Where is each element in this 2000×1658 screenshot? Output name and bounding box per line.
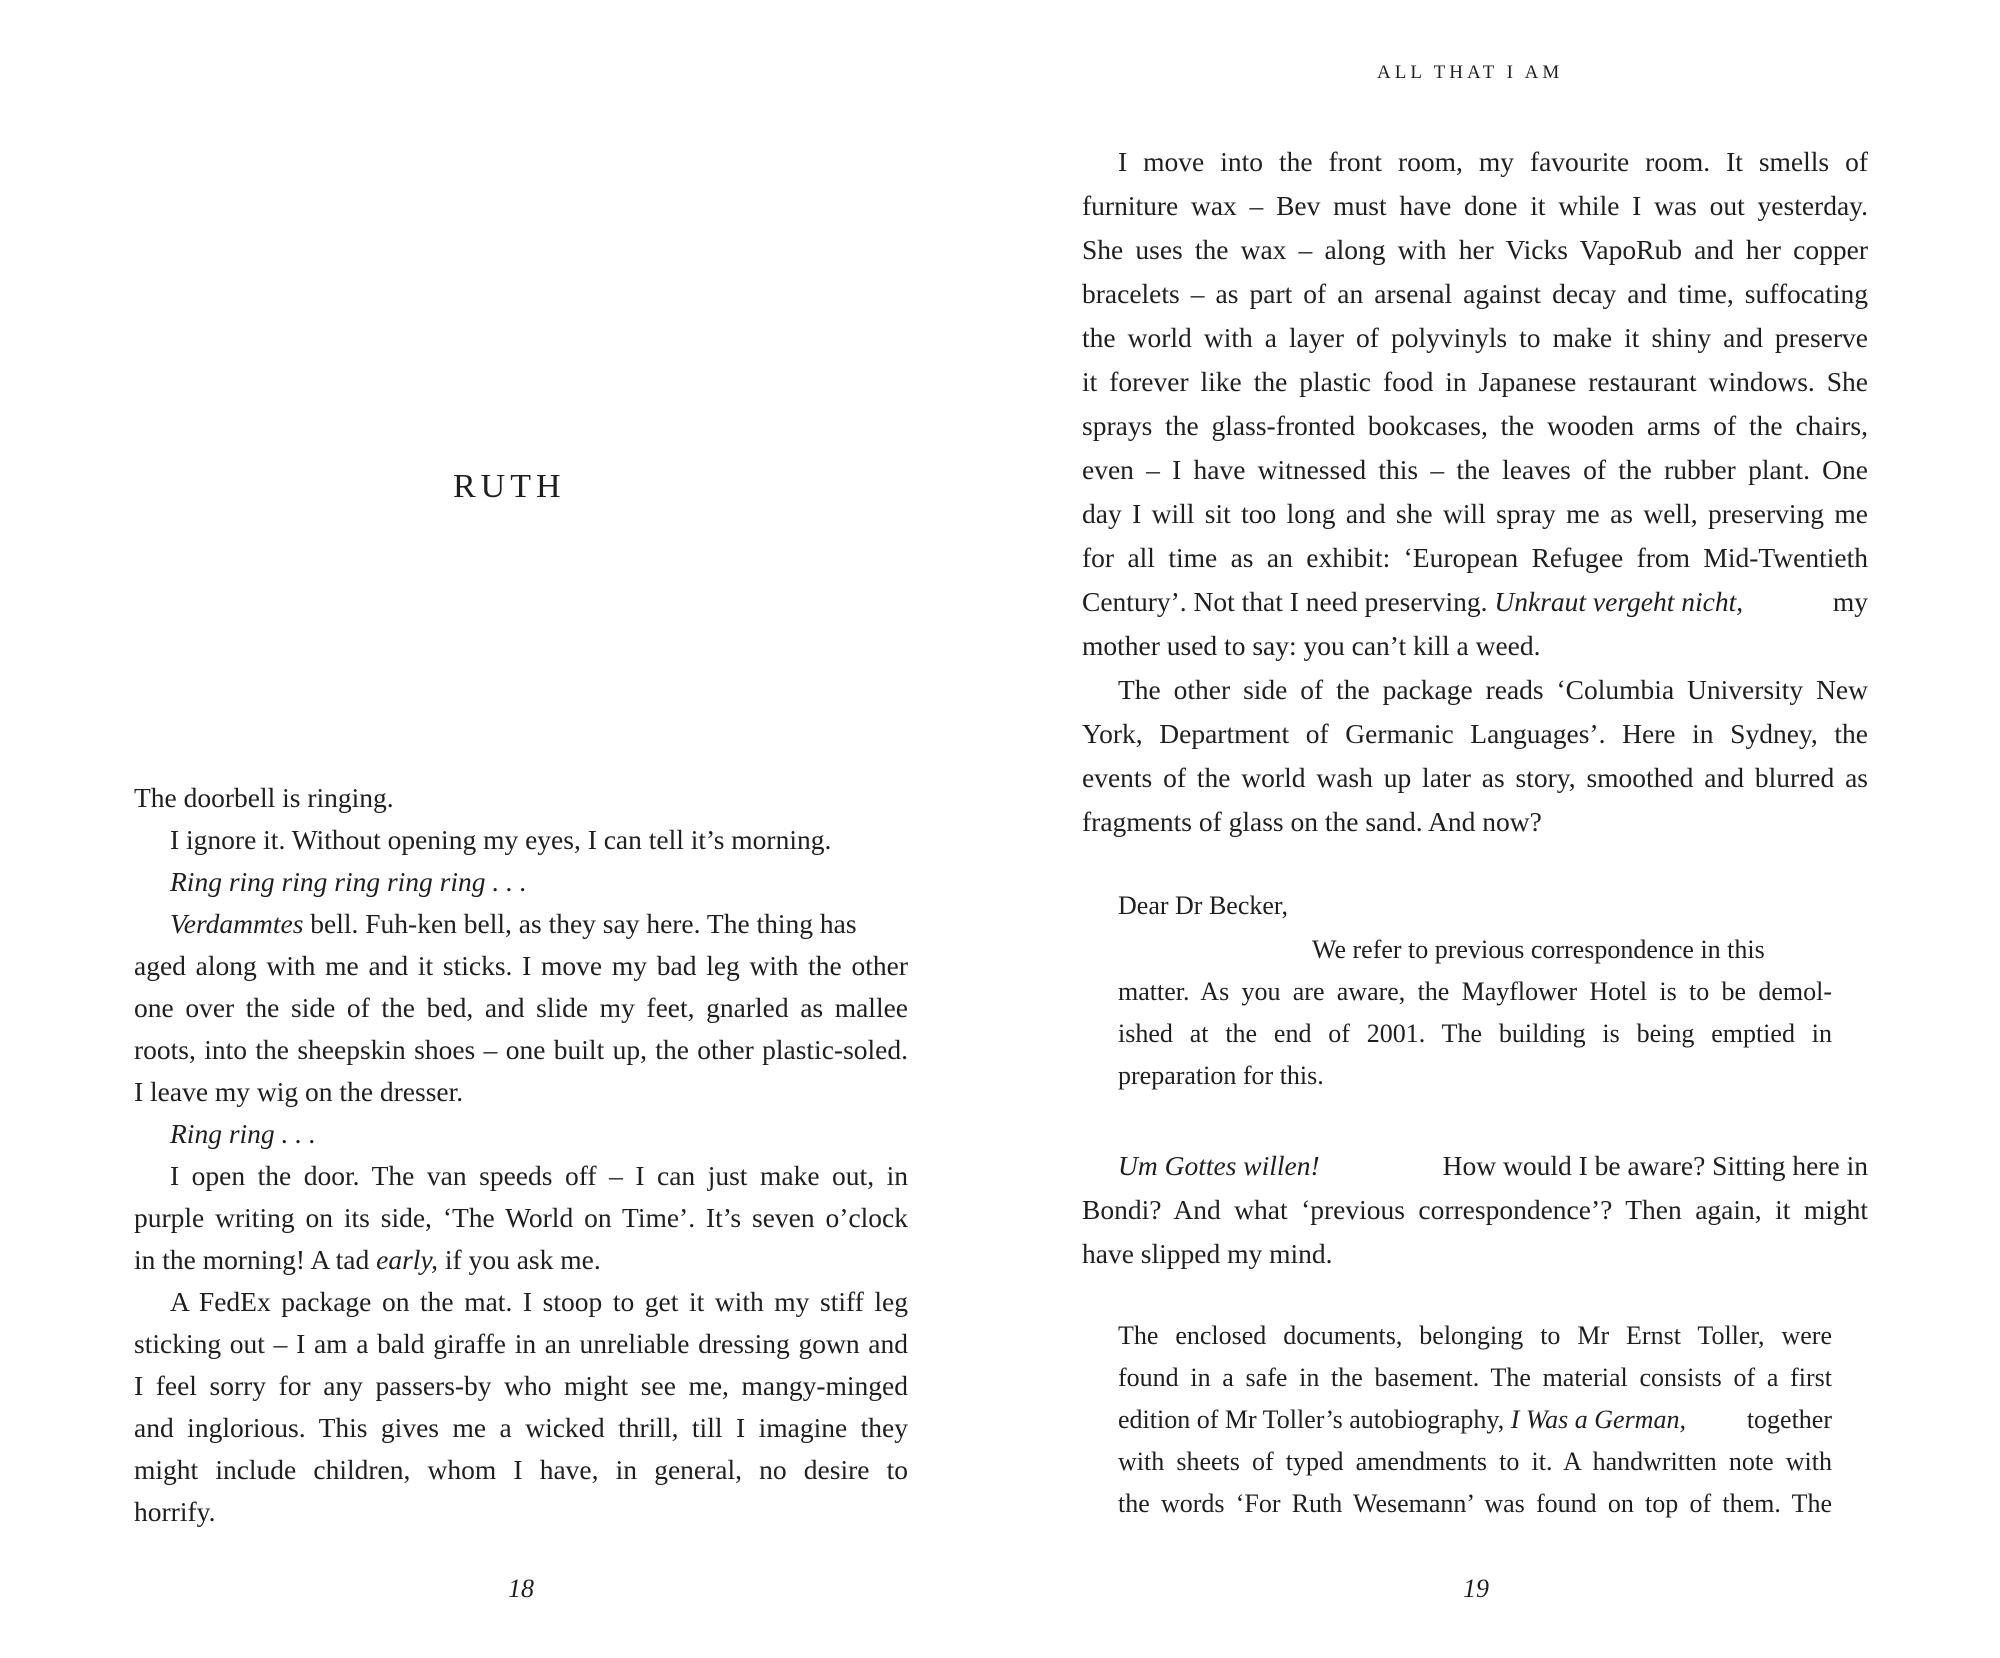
text-line: for all time as an exhibit: ‘European Refugee from Mid-Twentieth xyxy=(1082,542,1868,573)
italic-text: Verdammtes xyxy=(170,908,304,939)
text-line: mother used to say: you can’t kill a weed. xyxy=(1082,630,1541,661)
text-line: aged along with me and it sticks. I move my bad leg with the other xyxy=(134,950,908,981)
text-span: bell. Fuh-ken bell, as they say here. The thing has xyxy=(303,908,857,939)
text-line: fragments of glass on the sand. And now? xyxy=(1082,806,1542,837)
letter-line: Dear Dr Becker, xyxy=(1118,891,1289,920)
text-line: even – I have witnessed this – the leaves of the rubber plant. One xyxy=(1082,454,1868,485)
text-line: sticking out – I am a bald giraffe in an unreliable dressing gown and xyxy=(134,1328,908,1359)
chapter-title: RUTH xyxy=(453,468,566,505)
text-line xyxy=(1082,582,1868,622)
running-head: ALL THAT I AM xyxy=(1377,62,1564,83)
text-line: I leave my wig on the dresser. xyxy=(134,1076,464,1107)
text-line: I feel sorry for any passers-by who might see me, mangy-minged xyxy=(134,1370,908,1401)
text-line xyxy=(170,904,857,944)
page-number: 19 xyxy=(1463,1574,1489,1603)
text-line: roots, into the sheepskin shoes – one built up, the other plastic-soled. xyxy=(134,1034,908,1065)
text-line: I ignore it. Without opening my eyes, I can tell it’s morning. xyxy=(170,824,832,855)
right-page xyxy=(1000,0,2000,1658)
letter-line: ished at the end of 2001. The building is being emptied in xyxy=(1118,1019,1832,1048)
text-line: and inglorious. This gives me a wicked thrill, till I imagine they xyxy=(134,1412,908,1443)
text-line xyxy=(170,862,527,902)
text-line: York, Department of Germanic Languages’. Here in Sydney, the xyxy=(1082,718,1868,749)
text-line: sprays the glass-fronted bookcases, the wooden arms of the chairs, xyxy=(1082,410,1868,441)
letter-line: found in a safe in the basement. The material consists of a first xyxy=(1118,1363,1832,1392)
italic-text: Ring ring ring ring ring ring . . . xyxy=(170,866,527,897)
text-line: have slipped my mind. xyxy=(1082,1238,1333,1269)
text-line: events of the world wash up later as story, smoothed and blurred as xyxy=(1082,762,1868,793)
letter-line: matter. As you are aware, the Mayflower Hotel is to be demol- xyxy=(1118,977,1832,1006)
letter-line: with sheets of typed amendments to it. A handwritten note with xyxy=(1118,1447,1832,1476)
text-line: I move into the front room, my favourite room. It smells of xyxy=(1118,146,1868,177)
text-line: purple writing on its side, ‘The World on Time’. It’s seven o’clock xyxy=(134,1202,908,1233)
text-line xyxy=(134,1240,601,1280)
text-span: my xyxy=(1832,586,1868,617)
text-line: the world with a layer of polyvinyls to make it shiny and preserve xyxy=(1082,322,1868,353)
text-line: I open the door. The van speeds off – I can just make out, in xyxy=(170,1160,908,1191)
text-line: The other side of the package reads ‘Columbia University New xyxy=(1118,674,1868,705)
text-line: The doorbell is ringing. xyxy=(134,782,394,813)
text-line: bracelets – as part of an arsenal against decay and time, suffocating xyxy=(1082,278,1868,309)
text-line: one over the side of the bed, and slide my feet, gnarled as mallee xyxy=(134,992,908,1023)
page-number: 18 xyxy=(508,1574,534,1603)
text-line: Bondi? And what ‘previous correspondence’? Then again, it might xyxy=(1082,1194,1868,1225)
text-line xyxy=(170,1114,316,1154)
text-span: How would I be aware? Sitting here in xyxy=(1442,1150,1868,1181)
text-span: in the morning! A tad xyxy=(134,1244,377,1275)
text-span: if you ask me. xyxy=(438,1244,601,1275)
text-line: She uses the wax – along with her Vicks VapoRub and her copper xyxy=(1082,234,1868,265)
letter-line: preparation for this. xyxy=(1118,1061,1324,1090)
letter-line: The enclosed documents, belonging to Mr Ernst Toller, were xyxy=(1118,1321,1832,1350)
italic-text: Unkraut vergeht nicht, xyxy=(1494,586,1744,617)
text-line: might include children, whom I have, in general, no desire to xyxy=(134,1454,908,1485)
text-span: together xyxy=(1746,1405,1832,1434)
italic-text: early, xyxy=(376,1244,439,1275)
text-line xyxy=(1118,1146,1868,1186)
text-line: it forever like the plastic food in Japanese restaurant windows. She xyxy=(1082,366,1868,397)
text-line: furniture wax – Bev must have done it while I was out yesterday. xyxy=(1082,190,1868,221)
text-line: A FedEx package on the mat. I stoop to get it with my stiff leg xyxy=(170,1286,908,1317)
text-line: day I will sit too long and she will spray me as well, preserving me xyxy=(1082,498,1868,529)
letter-line xyxy=(1118,1400,1832,1440)
italic-text: Um Gottes willen! xyxy=(1118,1150,1320,1181)
italic-text: Ring ring . . . xyxy=(170,1118,316,1149)
text-span: Century’. Not that I need preserving. xyxy=(1082,586,1495,617)
text-line: horrify. xyxy=(134,1496,216,1527)
letter-line: the words ‘For Ruth Wesemann’ was found on top of them. The xyxy=(1118,1489,1832,1518)
text-span: edition of Mr Toller’s autobiography, xyxy=(1118,1405,1511,1434)
italic-text: I Was a German, xyxy=(1510,1405,1686,1434)
letter-line: We refer to previous correspondence in this xyxy=(1312,935,1765,964)
